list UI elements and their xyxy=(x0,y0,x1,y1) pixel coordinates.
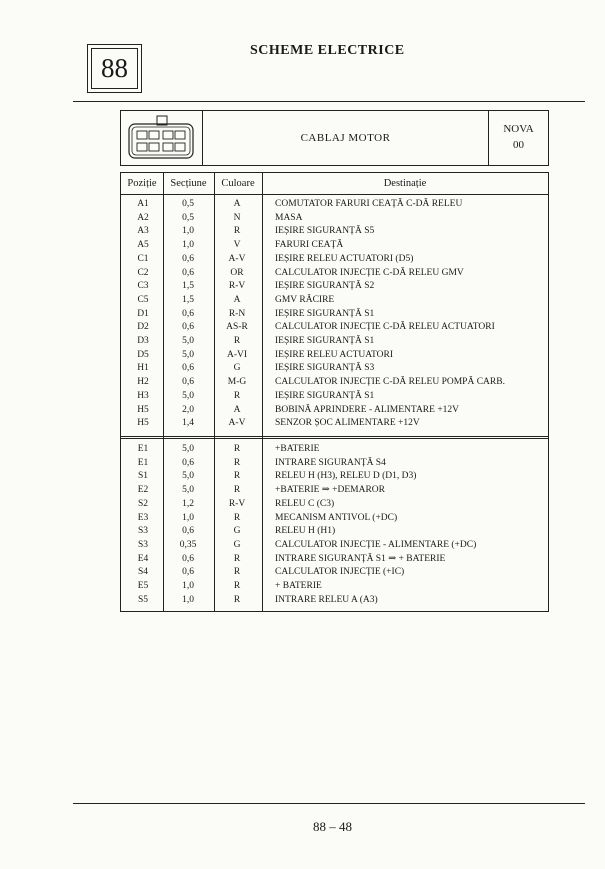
pos-cell: H1 xyxy=(137,363,149,374)
color-cell: AS-R xyxy=(226,322,248,333)
color-cell: A-V xyxy=(228,418,246,429)
dest-cell: IEȘIRE RELEU ACTUATORI (D5) xyxy=(275,253,414,264)
dest-cell: INTRARE RELEU A (A3) xyxy=(275,594,378,605)
color-cell: R xyxy=(233,336,241,346)
color-cell: G xyxy=(233,539,241,550)
pos-cell: D3 xyxy=(137,336,149,346)
col-header-dest: Destinație xyxy=(383,178,427,189)
color-cell: R xyxy=(233,581,241,591)
pos-cell: S1 xyxy=(137,471,149,482)
section-cell: 1,4 xyxy=(182,418,194,429)
dest-cell: IEȘIRE SIGURANȚĂ S1 xyxy=(275,336,375,346)
color-cell: R xyxy=(233,594,241,605)
section-cell: 1,0 xyxy=(182,581,194,591)
color-cell: R xyxy=(233,471,241,482)
pos-cell: E5 xyxy=(137,581,149,591)
pos-cell: S4 xyxy=(137,567,149,578)
pos-cell: C1 xyxy=(137,253,149,264)
pos-cell: A3 xyxy=(137,226,149,237)
section-cell: 0,6 xyxy=(182,377,194,388)
dest-cell: SENZOR ȘOC ALIMENTARE +12V xyxy=(275,418,420,429)
table-row xyxy=(121,404,548,418)
section-cell: 5,0 xyxy=(182,471,194,482)
table-row xyxy=(121,321,548,335)
dest-cell: CALCULATOR INJECȚIE (+IC) xyxy=(275,567,405,578)
table-row xyxy=(121,470,548,484)
model-cell xyxy=(488,111,548,165)
dest-cell: RELEU C (C3) xyxy=(275,498,335,509)
dest-cell: IEȘIRE SIGURANȚĂ S3 xyxy=(275,363,375,374)
table-row xyxy=(121,198,548,212)
color-cell: R xyxy=(233,444,241,454)
dest-cell: IEȘIRE SIGURANȚĂ S1 xyxy=(275,390,375,401)
color-cell: N xyxy=(233,212,241,223)
section-cell: 0,6 xyxy=(182,553,194,564)
table-row xyxy=(121,390,548,404)
color-cell: R xyxy=(233,485,241,496)
dest-cell: IEȘIRE SIGURANȚĂ S2 xyxy=(275,281,375,292)
table-row xyxy=(121,484,548,498)
section-cell: 1,5 xyxy=(182,281,194,292)
pos-cell: A1 xyxy=(137,199,149,209)
section-cell: 5,0 xyxy=(182,336,194,346)
section-cell: 5,0 xyxy=(182,349,194,360)
section-cell: 5,0 xyxy=(182,390,194,401)
table-row xyxy=(121,553,548,567)
dest-cell: +BATERIE xyxy=(275,444,320,454)
section-cell: 2,0 xyxy=(182,404,194,415)
dest-cell: MECANISM ANTIVOL (+DC) xyxy=(275,512,398,523)
table-row xyxy=(121,335,548,349)
dest-cell: GMV RĂCIRE xyxy=(275,294,335,305)
section-cell: 1,0 xyxy=(182,226,194,237)
harness-header xyxy=(120,110,549,166)
section-cell: 5,0 xyxy=(182,444,194,454)
pos-cell: S3 xyxy=(137,539,149,550)
color-cell: R xyxy=(233,553,241,564)
section-cell: 0,6 xyxy=(182,253,194,264)
color-cell: R xyxy=(233,457,241,468)
dest-cell: +BATERIE ⇒ +DEMAROR xyxy=(275,485,385,496)
section-cell: 1,0 xyxy=(182,512,194,523)
section-cell: 0,5 xyxy=(182,199,194,209)
pos-cell: C5 xyxy=(137,294,149,305)
color-cell: R xyxy=(233,226,241,237)
color-cell: A-VI xyxy=(226,349,248,360)
dest-cell: MASA xyxy=(275,212,303,223)
table-row xyxy=(121,225,548,239)
color-cell: R-V xyxy=(228,281,246,292)
table-row xyxy=(121,362,548,376)
color-cell: R xyxy=(233,567,241,578)
pos-cell: E2 xyxy=(137,485,149,496)
color-cell: A-V xyxy=(228,253,246,264)
table-row xyxy=(121,212,548,226)
dest-cell: CALCULATOR INJECȚIE C-DĂ RELEU POMPĂ CARB. xyxy=(275,377,505,388)
section-cell: 1,5 xyxy=(182,294,194,305)
color-cell: G xyxy=(233,363,241,374)
pos-cell: S3 xyxy=(137,526,149,537)
pos-cell: D2 xyxy=(137,322,149,333)
col-header-section: Secțiune xyxy=(170,178,207,189)
color-cell: M-G xyxy=(227,377,247,388)
color-cell: R xyxy=(233,512,241,523)
table-row xyxy=(121,294,548,308)
section-cell: 0,6 xyxy=(182,308,194,319)
dest-cell: BOBINĂ APRINDERE - ALIMENTARE +12V xyxy=(275,404,460,415)
table-row xyxy=(121,539,548,553)
pos-cell: H2 xyxy=(137,377,149,388)
section-cell: 0,6 xyxy=(182,267,194,278)
table-row xyxy=(121,376,548,390)
color-cell: A xyxy=(233,404,241,415)
dest-cell: COMUTATOR FARURI CEAȚĂ C-DĂ RELEU xyxy=(275,199,463,209)
table-row xyxy=(121,239,548,253)
section-cell: 0,35 xyxy=(179,539,197,550)
color-cell: A xyxy=(233,199,241,209)
table-row xyxy=(121,267,548,281)
table-row xyxy=(121,443,548,457)
dest-cell: CALCULATOR INJECȚIE C-DĂ RELEU GMV xyxy=(275,267,464,278)
section-cell: 0,6 xyxy=(182,526,194,537)
group-divider xyxy=(121,436,548,439)
color-cell: G xyxy=(233,526,241,537)
section-cell: 0,6 xyxy=(182,363,194,374)
color-cell: V xyxy=(233,240,241,251)
pos-cell: H5 xyxy=(137,418,149,429)
dest-cell: CALCULATOR INJECȚIE C-DĂ RELEU ACTUATORI xyxy=(275,322,495,333)
dest-cell: RELEU H (H3), RELEU D (D1, D3) xyxy=(275,471,417,482)
pos-cell: A5 xyxy=(137,240,149,251)
pos-cell: D1 xyxy=(137,308,149,319)
dest-cell: + BATERIE xyxy=(275,581,322,591)
pos-cell: E1 xyxy=(137,444,149,454)
table-row xyxy=(121,280,548,294)
page-number-box xyxy=(87,44,142,93)
table-row xyxy=(121,457,548,471)
col-header-color: Culoare xyxy=(221,178,255,189)
pos-cell: H5 xyxy=(137,404,149,415)
dest-cell: IEȘIRE SIGURANȚĂ S1 xyxy=(275,308,375,319)
table-row xyxy=(121,580,548,594)
section-cell: 0,6 xyxy=(182,567,194,578)
color-cell: R-V xyxy=(228,498,246,509)
table-row xyxy=(121,253,548,267)
table-row xyxy=(121,308,548,322)
pos-cell: E4 xyxy=(137,553,149,564)
top-divider xyxy=(73,101,585,102)
pos-cell: C3 xyxy=(137,281,149,292)
color-cell: R-N xyxy=(228,308,246,319)
color-cell: R xyxy=(233,390,241,401)
pos-cell: S2 xyxy=(137,498,149,509)
dest-cell: FARURI CEAȚĂ xyxy=(275,240,344,251)
page-number: 88 xyxy=(91,48,138,89)
table-row xyxy=(121,498,548,512)
pos-cell: S5 xyxy=(137,594,149,605)
section-cell: 1,0 xyxy=(182,240,194,251)
table-row xyxy=(121,525,548,539)
dest-cell: IEȘIRE RELEU ACTUATORI xyxy=(275,349,394,360)
pos-cell: H3 xyxy=(137,390,149,401)
color-cell: A xyxy=(233,294,241,305)
pos-cell: C2 xyxy=(137,267,149,278)
dest-cell: CALCULATOR INJECȚIE - ALIMENTARE (+DC) xyxy=(275,539,477,550)
harness-title: CABLAJ MOTOR xyxy=(300,132,391,144)
section-cell: 0,6 xyxy=(182,457,194,468)
dest-cell: INTRARE SIGURANȚĂ S1 ⇒ + BATERIE xyxy=(275,553,446,564)
section-cell: 0,5 xyxy=(182,212,194,223)
section-cell: 5,0 xyxy=(182,485,194,496)
table-row xyxy=(121,349,548,363)
dest-cell: INTRARE SIGURANȚĂ S4 xyxy=(275,457,386,468)
section-cell: 0,6 xyxy=(182,322,194,333)
model-code: 00 xyxy=(513,139,524,151)
pos-cell: E1 xyxy=(137,457,149,468)
color-cell: OR xyxy=(230,267,244,278)
table-row xyxy=(121,417,548,431)
table-row xyxy=(121,566,548,580)
col-header-pos: Poziție xyxy=(127,178,157,189)
section-cell: 1,2 xyxy=(182,498,194,509)
page-title: SCHEME ELECTRICE xyxy=(250,43,405,58)
table-row xyxy=(121,512,548,526)
dest-cell: IEȘIRE SIGURANȚĂ S5 xyxy=(275,226,375,237)
connector-icon xyxy=(121,111,203,165)
wiring-table xyxy=(120,172,549,612)
pos-cell: E3 xyxy=(137,512,149,523)
bottom-divider xyxy=(73,803,585,804)
section-cell: 1,0 xyxy=(182,594,194,605)
model-name: NOVA xyxy=(503,123,534,135)
page-footer: 88 – 48 xyxy=(313,819,352,834)
header-divider xyxy=(121,194,548,195)
pos-cell: D5 xyxy=(137,349,149,360)
pos-cell: A2 xyxy=(137,212,149,223)
dest-cell: RELEU H (H1) xyxy=(275,526,336,537)
table-row xyxy=(121,594,548,608)
